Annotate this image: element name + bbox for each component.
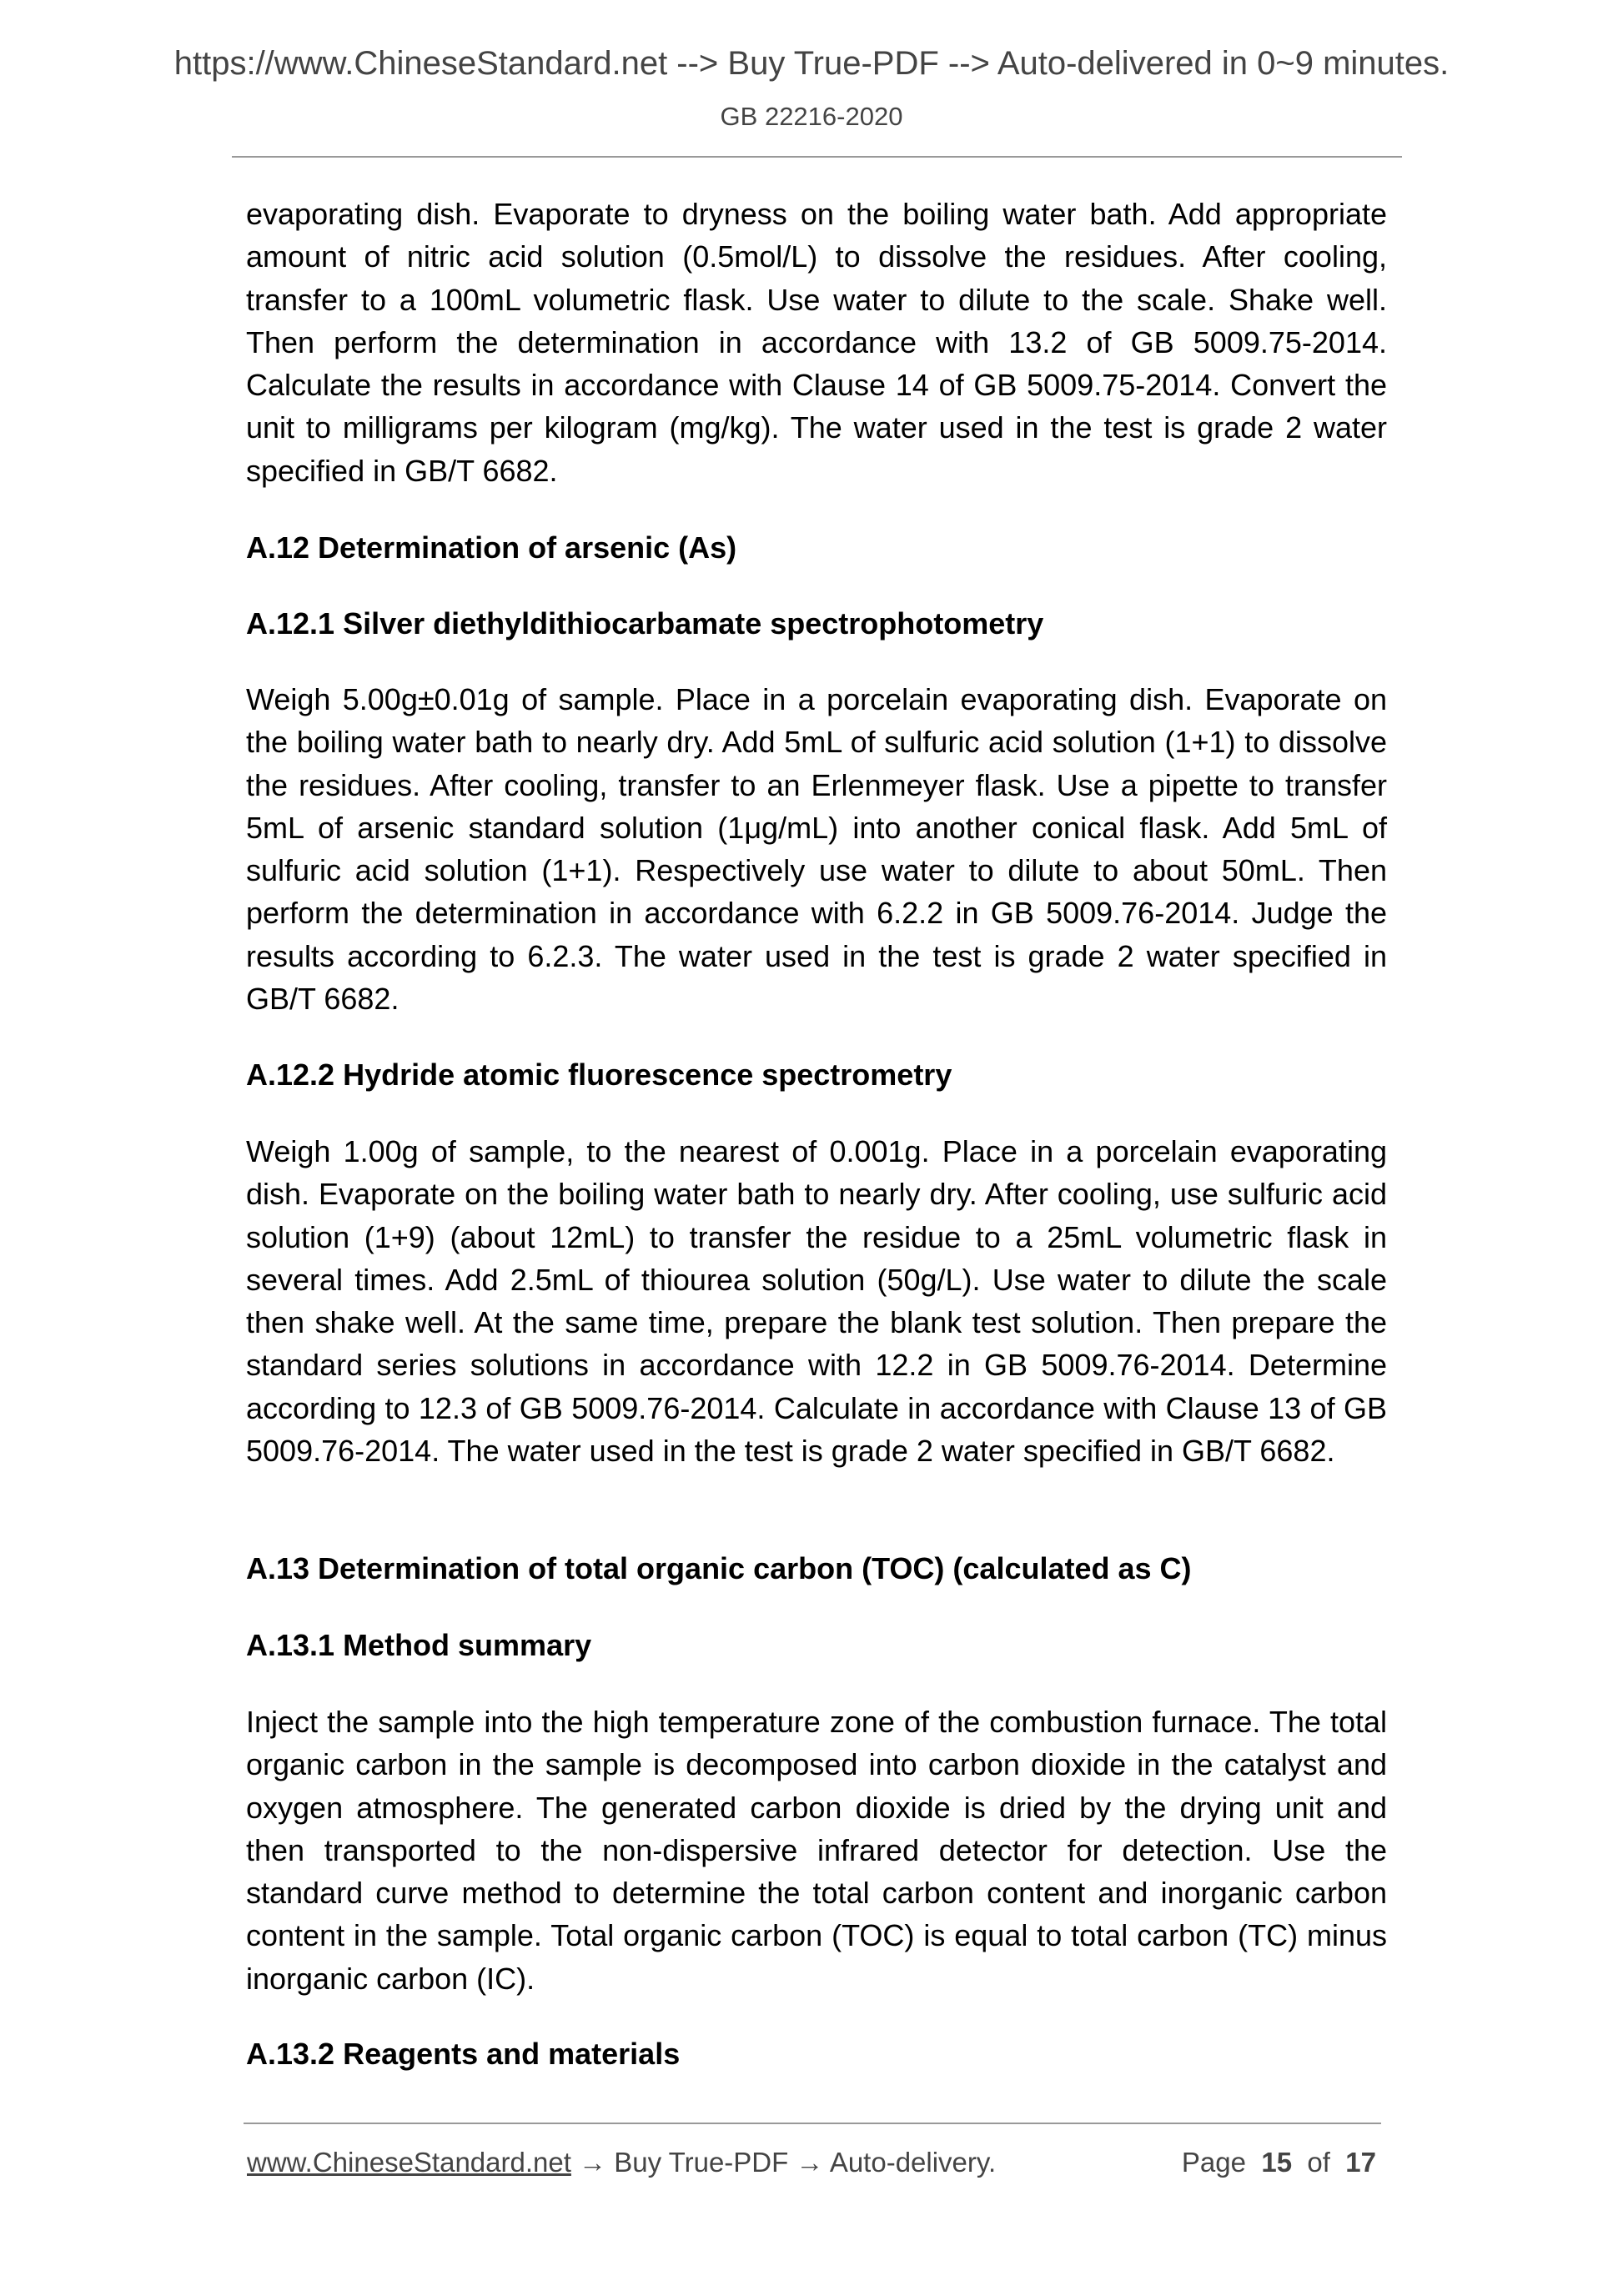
header-banner: https://www.ChineseStandard.net --> Buy True-PDF --> Auto-delivered in 0~9 minutes. [173, 45, 1450, 82]
heading-a12-2: A.12.2 Hydride atomic fluorescence spectrometry [246, 1058, 952, 1092]
heading-a12-1: A.12.1 Silver diethyldithiocarbamate spectrophotometry [246, 606, 1044, 641]
paragraph: Weigh 1.00g of sample, to the nearest of 0.001g. Place in a porcelain evaporating dish. Evaporate on the boiling water bath to nearly dry. After cooling, use sulfuric acid solution (1+9) (about 12mL) to transfer the residue to a 25mL volumetric flask in several times. Add 2.5mL of thiourea solution (50g/L). Use water to dilute the scale then shake well. At the same time, prepare the blank test solution. Then prepare the standard series solutions in accordance with 12.2 in GB 5009.76-2014. Determine according to 12.3 of GB 5009.76-2014. Calculate in accordance with Clause 13 of GB 5009.76-2014. The water used in the test is grade 2 water specified in GB/T 6682. [246, 1134, 1387, 1469]
heading-a12: A.12 Determination of arsenic (As) [246, 530, 737, 565]
page-indicator [1182, 2147, 1376, 2178]
footer-divider [244, 2123, 1381, 2124]
heading-a13-2: A.13.2 Reagents and materials [246, 2037, 681, 2071]
paragraph: Inject the sample into the high temperature zone of the combustion furnace. The total organic carbon in the sample is decomposed into carbon dioxide in the catalyst and oxygen atmosphere. The generated carbon dioxide is dried by the drying unit and then transported to the non-dispersive infrared detector for detection. Use the standard curve method to determine the total carbon content and inorganic carbon content in the sample. Total organic carbon (TOC) is equal to total carbon (TC) minus inorganic carbon (IC). [246, 1705, 1387, 1996]
page-number: 15 [1261, 2147, 1293, 2178]
page-label: Page [1181, 2147, 1246, 2178]
footer-left [247, 2147, 996, 2178]
footer-text: → Buy True-PDF → Auto-delivery. [570, 2147, 997, 2178]
paragraph: evaporating dish. Evaporate to dryness on the boiling water bath. Add appropriate amount of nitric acid solution (0.5mol/L) to dissolve the residues. After cooling, transfer to a 100mL volumetric flask. Use water to dilute to the scale. Shake well. Then perform the determination in accordance with 13.2 of GB 5009.75-2014. Calculate the results in accordance with Clause 14 of GB 5009.75-2014. Convert the unit to milligrams per kilogram (mg/kg). The water used in the test is grade 2 water specified in GB/T 6682. [246, 197, 1387, 488]
page-of: of [1307, 2147, 1330, 2178]
heading-a13: A.13 Determination of total organic carbon (TOC) (calculated as C) [246, 1551, 1192, 1585]
standard-number: GB 22216-2020 [720, 102, 903, 131]
header-divider [232, 156, 1402, 158]
page-total: 17 [1345, 2147, 1376, 2178]
heading-a13-1: A.13.1 Method summary [246, 1628, 592, 1662]
footer-link[interactable]: www.ChineseStandard.net [247, 2147, 571, 2178]
paragraph: Weigh 5.00g±0.01g of sample. Place in a porcelain evaporating dish. Evaporate on the boiling water bath to nearly dry. Add 5mL of sulfuric acid solution (1+1) to dissolve the residues. After cooling, transfer to an Erlenmeyer flask. Use a pipette to transfer 5mL of arsenic standard solution (1μg/mL) into another conical flask. Add 5mL of sulfuric acid solution (1+1). Respectively use water to dilute to about 50mL. Then perform the determination in accordance with 6.2.2 in GB 5009.76-2014. Judge the results according to 6.2.3. The water used in the test is grade 2 water specified in GB/T 6682. [246, 682, 1387, 1017]
